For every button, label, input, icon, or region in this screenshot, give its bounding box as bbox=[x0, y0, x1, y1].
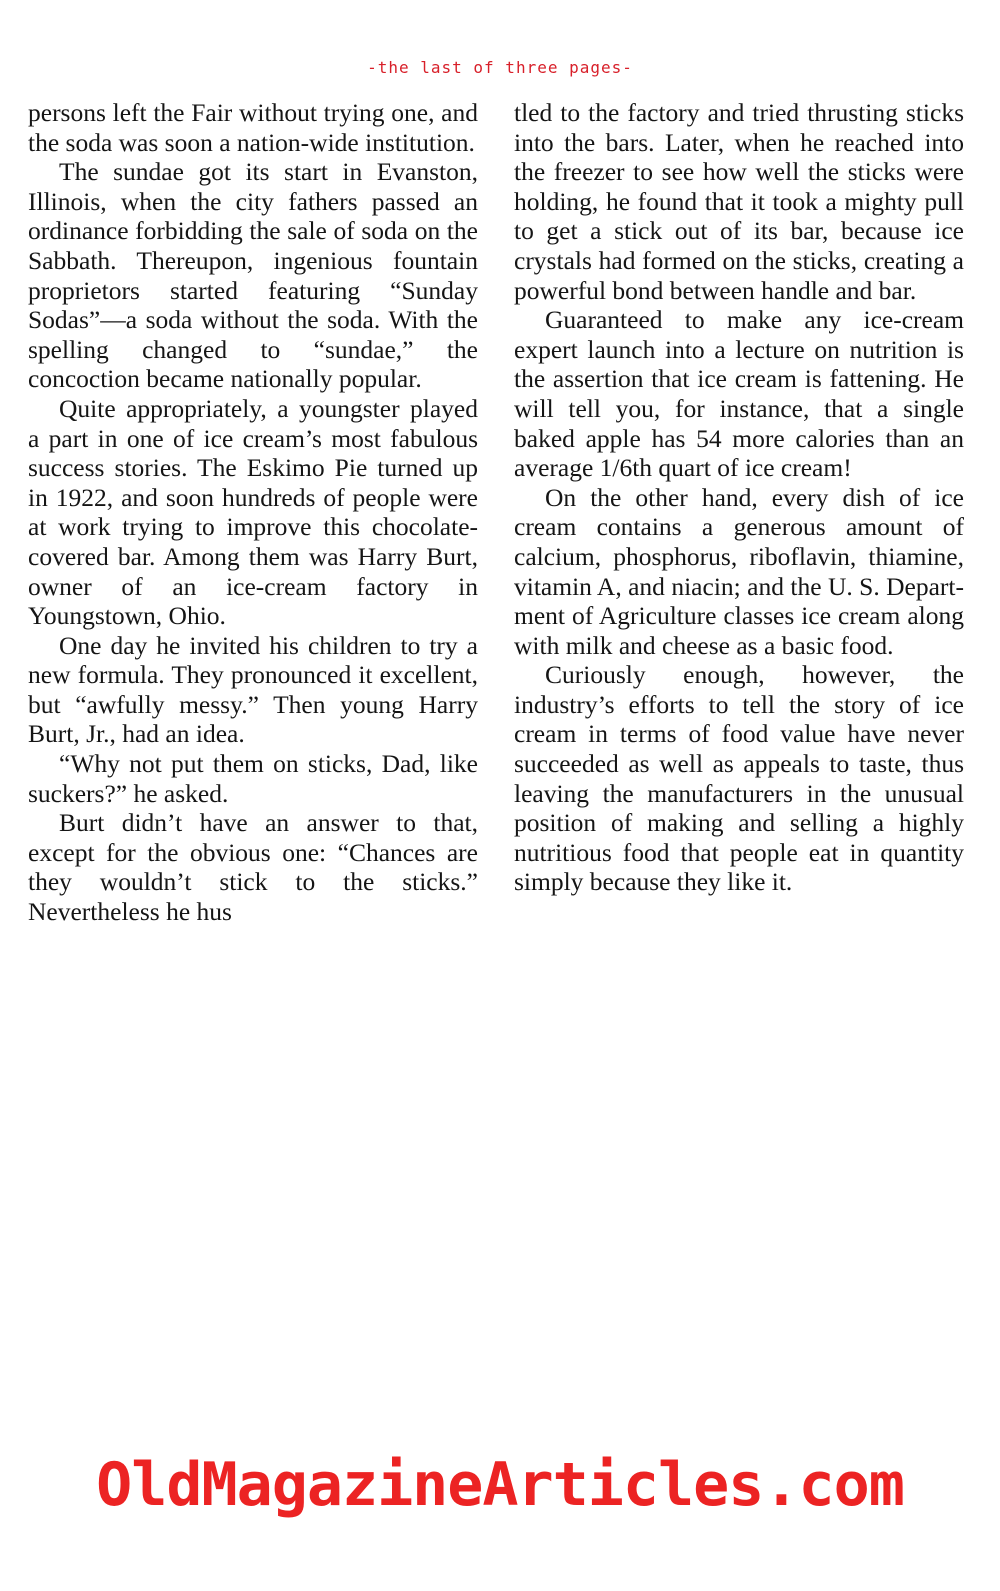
article-body bbox=[28, 98, 964, 927]
paragraph: Burt didn’t have an answer to that, except for the obvious one: “Chances are they wouldn’t stick to the sticks.” Nevertheless he hus bbox=[28, 808, 478, 927]
right-column bbox=[514, 98, 964, 927]
paragraph: On the other hand, every dish of ice cream contains a generous amount of calcium, phosphorus, riboflavin, thiamine, vitamin A, and niacin; and the U. S. Department of Agriculture classes ice cream along with milk and cheese as a basic food. bbox=[514, 482, 964, 660]
left-column bbox=[28, 98, 478, 927]
paragraph: Guaranteed to make any ice-cream expert launch into a lecture on nutrition is the assertion that ice cream is fattening. He will tell you, for instance, that a single baked apple has 54 more calories than an average 1/6th quart of ice cream! bbox=[514, 305, 964, 483]
paragraph: “Why not put them on sticks, Dad, like suckers?” he asked. bbox=[28, 749, 478, 808]
paragraph: persons left the Fair without trying one, and the soda was soon a nation-wide institution. bbox=[28, 98, 478, 157]
site-brand-watermark: OldMagazineArticles.com bbox=[96, 1450, 904, 1520]
page-header-note: -the last of three pages- bbox=[367, 58, 633, 77]
paragraph: One day he invited his children to try a new formula. They pronounced it excellent, but “awfully messy.” Then young Harry Burt, Jr., had an idea. bbox=[28, 630, 478, 749]
paragraph: tled to the factory and tried thrusting sticks into the bars. Later, when he reached into the freezer to see how well the sticks were holding, he found that it took a mighty pull to get a stick out of its bar, because ice crystals had formed on the sticks, creating a powerful bond between handle and bar. bbox=[514, 98, 964, 305]
paragraph: The sundae got its start in Evanston, Illinois, when the city fathers passed an ordinance forbidding the sale of soda on the Sabbath. Thereupon, ingenious fountain proprietors started featuring “Sunday Sodas”—a soda without the soda. With the spelling changed to “sundae,” the concoction became nationally popular. bbox=[28, 157, 478, 394]
paragraph: Quite appropriately, a youngster played a part in one of ice cream’s most fabulous success stories. The Eskimo Pie turned up in 1922, and soon hundreds of people were at work trying to improve this chocolate-covered bar. Among them was Harry Burt, owner of an ice-cream factory in Youngstown, Ohio. bbox=[28, 393, 478, 631]
paragraph: Curiously enough, however, the industry’s efforts to tell the story of ice cream in terms of food value have never succeeded as well as appeals to taste, thus leaving the manufacturers in the unusual position of making and selling a highly nutritious food that people eat in quantity simply because they like it. bbox=[514, 660, 964, 897]
